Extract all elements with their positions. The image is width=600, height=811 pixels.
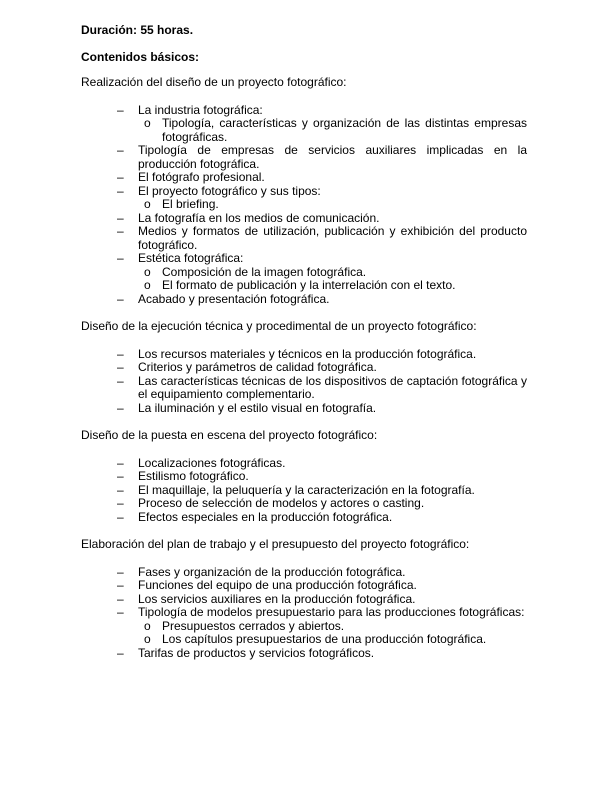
sub-list-item: [138, 620, 527, 634]
circle-bullet-icon: o: [144, 278, 151, 292]
dash-bullet-icon: –: [117, 591, 124, 606]
circle-bullet-icon: o: [144, 632, 151, 646]
list-item-text: Funciones del equipo de una producción fotográfica.: [138, 578, 417, 592]
dash-bullet-icon: –: [117, 645, 124, 660]
list-item-text: Medios y formatos de utilización, publicación y exhibición del producto fotográfico.: [138, 224, 527, 252]
contents-heading: Contenidos básicos:: [81, 49, 200, 64]
list-item-text: Estilismo fotográfico.: [138, 469, 249, 483]
sub-list: [138, 266, 527, 293]
list-item-text: Criterios y parámetros de calidad fotográfica.: [138, 360, 377, 374]
bullet-list: [81, 348, 527, 416]
sub-list-item: [138, 198, 527, 212]
list-item-text: Localizaciones fotográficas.: [138, 455, 286, 470]
sections-container: [81, 76, 527, 660]
sub-list-item: [138, 633, 527, 647]
sub-list-item-text: El briefing.: [162, 197, 219, 211]
dash-bullet-icon: –: [117, 346, 124, 361]
dash-bullet-icon: –: [117, 291, 124, 306]
list-item: [81, 252, 527, 293]
sub-list-item-text: El formato de publicación y la interrelación con el texto.: [162, 278, 456, 292]
sub-list-item-text: Los capítulos presupuestarios de una producción fotográfica.: [162, 632, 487, 646]
dash-bullet-icon: –: [117, 605, 124, 619]
bullet-list: [81, 104, 527, 307]
list-item: [81, 606, 527, 647]
list-item-text: La fotografía en los medios de comunicación.: [138, 210, 380, 225]
dash-bullet-icon: –: [117, 373, 124, 388]
circle-bullet-icon: o: [144, 618, 151, 633]
dash-bullet-icon: –: [117, 143, 124, 157]
dash-bullet-icon: –: [117, 509, 124, 524]
list-item: [81, 579, 527, 593]
list-item: [81, 566, 527, 580]
list-item-text: Tarifas de productos y servicios fotográficos.: [138, 645, 375, 660]
sub-list-item-text: Tipología, características y organización de las distintas empresas fotográficas.: [162, 116, 527, 144]
circle-bullet-icon: o: [144, 264, 151, 279]
dash-bullet-icon: –: [117, 400, 124, 415]
circle-bullet-icon: o: [144, 116, 151, 130]
section-title: Realización del diseño de un proyecto fotográfico:: [81, 75, 347, 89]
list-item-text: Tipología de empresas de servicios auxiliares implicadas en la producción fotográfica.: [138, 143, 527, 171]
list-item: [81, 470, 527, 484]
dash-bullet-icon: –: [117, 469, 124, 483]
list-item-text: Los servicios auxiliares en la producción fotográfica.: [138, 591, 416, 606]
dash-bullet-icon: –: [117, 224, 124, 238]
list-item: [81, 225, 527, 252]
sub-list-item: [138, 266, 527, 280]
section-title: Elaboración del plan de trabajo y el presupuesto del proyecto fotográfico:: [81, 537, 470, 551]
list-item: [81, 402, 527, 416]
sub-list: [138, 117, 527, 144]
list-item-text: La iluminación y el estilo visual en fotografía.: [138, 400, 377, 415]
list-item-text: Tipología de modelos presupuestario para las producciones fotográficas:: [138, 605, 525, 619]
list-item: [81, 497, 527, 511]
list-item: [81, 171, 527, 185]
list-item: [81, 361, 527, 375]
list-item: [81, 484, 527, 498]
duration-line: Duración: 55 horas.: [81, 23, 194, 37]
bullet-list: [81, 566, 527, 661]
section-title: Diseño de la ejecución técnica y procedimental de un proyecto fotográfico:: [81, 319, 477, 333]
list-item: [81, 375, 527, 402]
circle-bullet-icon: o: [144, 197, 151, 211]
dash-bullet-icon: –: [117, 210, 124, 225]
list-item-text: Proceso de selección de modelos y actores o casting.: [138, 496, 425, 510]
sub-list-item-text: Composición de la imagen fotográfica.: [162, 264, 367, 279]
bullet-list: [81, 457, 527, 525]
list-item-text: Los recursos materiales y técnicos en la producción fotográfica.: [138, 346, 477, 361]
sub-list-item-text: Presupuestos cerrados y abiertos.: [162, 618, 345, 633]
list-item: [81, 457, 527, 471]
list-item: [81, 144, 527, 171]
list-item: [81, 185, 527, 212]
sub-list-item: [138, 117, 527, 144]
list-item-text: La industria fotográfica:: [138, 102, 263, 117]
sub-list: [138, 198, 527, 212]
list-item-text: Las características técnicas de los dispositivos de captación fotográfica y el equipamiento complementario.: [138, 373, 527, 401]
dash-bullet-icon: –: [117, 183, 124, 198]
list-item: [81, 348, 527, 362]
list-item-text: El fotógrafo profesional.: [138, 170, 265, 184]
sub-list: [138, 620, 527, 647]
list-item: [81, 212, 527, 226]
section-title: Diseño de la puesta en escena del proyecto fotográfico:: [81, 428, 378, 442]
list-item: [81, 647, 527, 661]
list-item: [81, 593, 527, 607]
list-item: [81, 511, 527, 525]
dash-bullet-icon: –: [117, 578, 124, 592]
list-item-text: Efectos especiales en la producción fotográfica.: [138, 509, 393, 524]
dash-bullet-icon: –: [117, 102, 124, 117]
list-item-text: El maquillaje, la peluquería y la caracterización en la fotografía.: [138, 482, 475, 497]
document-page: [81, 24, 527, 660]
dash-bullet-icon: –: [117, 564, 124, 579]
dash-bullet-icon: –: [117, 455, 124, 470]
list-item-text: El proyecto fotográfico y sus tipos:: [138, 183, 321, 198]
list-item-text: Fases y organización de la producción fotográfica.: [138, 564, 406, 579]
dash-bullet-icon: –: [117, 170, 124, 184]
list-item-text: Acabado y presentación fotográfica.: [138, 291, 330, 306]
dash-bullet-icon: –: [117, 360, 124, 374]
dash-bullet-icon: –: [117, 482, 124, 497]
dash-bullet-icon: –: [117, 251, 124, 265]
list-item: [81, 293, 527, 307]
list-item: [81, 104, 527, 145]
sub-list-item: [138, 279, 527, 293]
dash-bullet-icon: –: [117, 496, 124, 510]
list-item-text: Estética fotográfica:: [138, 251, 244, 265]
